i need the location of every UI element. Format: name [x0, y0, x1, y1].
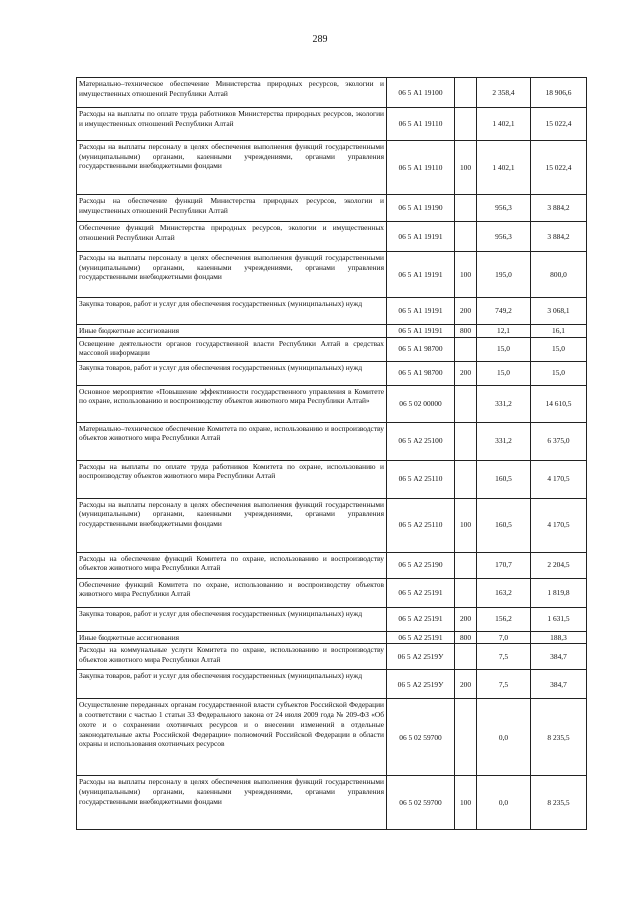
row-value-2: 18 906,6 [531, 78, 587, 108]
page-number: 289 [312, 34, 328, 45]
row-value-1: 331,2 [477, 422, 531, 460]
row-value-2: 15,0 [531, 361, 587, 385]
table-row [77, 361, 587, 385]
table-row [77, 699, 587, 776]
table-row [77, 631, 587, 644]
row-value-1: 156,2 [477, 607, 531, 631]
row-name: Материально–техническое обеспечение Министерства природных ресурсов, экологии и имущественных отношений Республики Алтай [77, 78, 387, 108]
row-value-1: 15,0 [477, 337, 531, 361]
row-value-2: 14 610,5 [531, 385, 587, 422]
row-value-2: 188,3 [531, 631, 587, 644]
row-value-2: 384,7 [531, 644, 587, 670]
row-value-1: 956,3 [477, 195, 531, 222]
row-vr: 100 [455, 498, 477, 552]
row-name: Расходы на обеспечение функций Комитета по охране, использованию и воспроизводству объектов животного мира Республики Алтай [77, 552, 387, 578]
table-row [77, 252, 587, 298]
row-vr [455, 78, 477, 108]
row-value-2: 3 884,2 [531, 222, 587, 252]
row-csr: 06 5 А2 25190 [387, 552, 455, 578]
row-name: Закупка товаров, работ и услуг для обеспечения государственных (муниципальных) нужд [77, 670, 387, 699]
table-row [77, 108, 587, 141]
row-csr: 06 5 А1 19110 [387, 108, 455, 141]
table-row [77, 644, 587, 670]
row-value-2: 800,0 [531, 252, 587, 298]
row-value-2: 15 022,4 [531, 108, 587, 141]
table-row [77, 385, 587, 422]
row-name: Закупка товаров, работ и услуг для обеспечения государственных (муниципальных) нужд [77, 607, 387, 631]
budget-table-body [77, 78, 587, 830]
table-row [77, 325, 587, 338]
row-value-1: 0,0 [477, 699, 531, 776]
row-vr: 200 [455, 607, 477, 631]
row-value-2: 4 170,5 [531, 460, 587, 498]
row-vr [455, 195, 477, 222]
row-csr: 06 5 А2 25100 [387, 422, 455, 460]
row-value-1: 160,5 [477, 460, 531, 498]
table-row [77, 776, 587, 830]
row-name: Расходы на обеспечение функций Министерства природных ресурсов, экологии и имущественных отношений Республики Алтай [77, 195, 387, 222]
table-row [77, 298, 587, 325]
table-row [77, 422, 587, 460]
row-csr: 06 5 А2 25191 [387, 578, 455, 607]
row-value-2: 1 819,8 [531, 578, 587, 607]
row-value-1: 195,0 [477, 252, 531, 298]
row-value-1: 1 402,1 [477, 108, 531, 141]
row-name: Закупка товаров, работ и услуг для обеспечения государственных (муниципальных) нужд [77, 298, 387, 325]
row-name: Расходы на выплаты персоналу в целях обеспечения выполнения функций государственными (муниципальными) органами, казенными учреждениями, органами управления государственными внебюджетными фондами [77, 776, 387, 830]
row-name: Расходы на выплаты по оплате труда работников Министерства природных ресурсов, экологии и имущественных отношений Республики Алтай [77, 108, 387, 141]
row-csr: 06 5 А2 2519У [387, 670, 455, 699]
row-value-2: 4 170,5 [531, 498, 587, 552]
row-value-2: 3 884,2 [531, 195, 587, 222]
row-value-1: 7,0 [477, 631, 531, 644]
table-row [77, 141, 587, 195]
row-name: Иные бюджетные ассигнования [77, 631, 387, 644]
row-vr [455, 337, 477, 361]
row-name: Закупка товаров, работ и услуг для обеспечения государственных (муниципальных) нужд [77, 361, 387, 385]
row-value-2: 6 375,0 [531, 422, 587, 460]
row-value-1: 170,7 [477, 552, 531, 578]
table-row [77, 578, 587, 607]
row-csr: 06 5 А2 25191 [387, 631, 455, 644]
row-value-1: 163,2 [477, 578, 531, 607]
row-name: Основное мероприятие «Повышение эффективности государственного управления в Комитете по охране, использованию и воспроизводству объектов животного мира Республики Алтай» [77, 385, 387, 422]
row-value-1: 0,0 [477, 776, 531, 830]
row-value-1: 749,2 [477, 298, 531, 325]
table-row [77, 195, 587, 222]
row-csr: 06 5 А1 19191 [387, 252, 455, 298]
row-value-2: 8 235,5 [531, 776, 587, 830]
row-vr: 200 [455, 670, 477, 699]
row-name: Расходы на выплаты персоналу в целях обеспечения выполнения функций государственными (муниципальными) органами, казенными учреждениями, органами управления государственными внебюджетными фондами [77, 141, 387, 195]
row-value-1: 160,5 [477, 498, 531, 552]
row-value-2: 15,0 [531, 337, 587, 361]
row-vr [455, 699, 477, 776]
row-value-2: 2 204,5 [531, 552, 587, 578]
budget-table [76, 77, 587, 830]
row-vr: 100 [455, 141, 477, 195]
table-row [77, 337, 587, 361]
row-csr: 06 5 А2 2519У [387, 644, 455, 670]
row-csr: 06 5 А1 19110 [387, 141, 455, 195]
table-row [77, 460, 587, 498]
row-vr [455, 460, 477, 498]
row-vr [455, 422, 477, 460]
row-vr: 800 [455, 325, 477, 338]
row-csr: 06 5 02 59700 [387, 699, 455, 776]
row-value-2: 16,1 [531, 325, 587, 338]
row-csr: 06 5 А1 98700 [387, 361, 455, 385]
row-vr: 100 [455, 776, 477, 830]
row-csr: 06 5 А1 19190 [387, 195, 455, 222]
row-vr: 200 [455, 361, 477, 385]
row-value-1: 12,1 [477, 325, 531, 338]
row-value-1: 7,5 [477, 644, 531, 670]
row-value-1: 331,2 [477, 385, 531, 422]
row-vr [455, 552, 477, 578]
row-vr: 800 [455, 631, 477, 644]
row-csr: 06 5 А2 25191 [387, 607, 455, 631]
table-row [77, 78, 587, 108]
table-row [77, 498, 587, 552]
row-value-1: 956,3 [477, 222, 531, 252]
row-value-2: 384,7 [531, 670, 587, 699]
row-csr: 06 5 А1 19191 [387, 222, 455, 252]
row-name: Расходы на выплаты персоналу в целях обеспечения выполнения функций государственными (муниципальными) органами, казенными учреждениями, органами управления государственными внебюджетными фондами [77, 252, 387, 298]
row-vr [455, 385, 477, 422]
row-value-1: 15,0 [477, 361, 531, 385]
row-value-2: 15 022,4 [531, 141, 587, 195]
table-row [77, 552, 587, 578]
row-name: Иные бюджетные ассигнования [77, 325, 387, 338]
row-csr: 06 5 А1 19100 [387, 78, 455, 108]
row-value-1: 2 358,4 [477, 78, 531, 108]
table-row [77, 607, 587, 631]
table-row [77, 670, 587, 699]
row-value-2: 8 235,5 [531, 699, 587, 776]
row-vr: 200 [455, 298, 477, 325]
row-csr: 06 5 А2 25110 [387, 460, 455, 498]
row-csr: 06 5 А1 19191 [387, 325, 455, 338]
table-row [77, 222, 587, 252]
row-name: Осуществление переданных органам государственной власти субъектов Российской Федерации в соответствии с частью 1 статьи 33 Федерального закона от 24 июля 2009 года № 209-ФЗ «Об охоте и о сохранении охотничьих ресурсов и о внесении изменений в отдельные законодательные акты Российской Федерации» полномочий Российской Федерации в области охраны и использования охотничьих ресурсов [77, 699, 387, 776]
row-csr: 06 5 А1 19191 [387, 298, 455, 325]
row-csr: 06 5 02 59700 [387, 776, 455, 830]
row-name: Расходы на выплаты по оплате труда работников Комитета по охране, использованию и воспроизводству объектов животного мира Республики Алтай [77, 460, 387, 498]
row-name: Расходы на выплаты персоналу в целях обеспечения выполнения функций государственными (муниципальными) органами, казенными учреждениями, органами управления государственными внебюджетными фондами [77, 498, 387, 552]
row-vr [455, 644, 477, 670]
row-csr: 06 5 А2 25110 [387, 498, 455, 552]
row-name: Материально–техническое обеспечение Комитета по охране, использованию и воспроизводству объектов животного мира Республики Алтай [77, 422, 387, 460]
row-vr [455, 108, 477, 141]
row-csr: 06 5 02 00000 [387, 385, 455, 422]
row-vr: 100 [455, 252, 477, 298]
row-value-1: 7,5 [477, 670, 531, 699]
row-value-2: 1 631,5 [531, 607, 587, 631]
row-vr [455, 222, 477, 252]
row-value-2: 3 068,1 [531, 298, 587, 325]
row-name: Обеспечение функций Министерства природных ресурсов, экологии и имущественных отношений Республики Алтай [77, 222, 387, 252]
row-name: Освещение деятельности органов государственной власти Республики Алтай в средствах массовой информации [77, 337, 387, 361]
row-value-1: 1 402,1 [477, 141, 531, 195]
row-vr [455, 578, 477, 607]
row-name: Расходы на коммунальные услуги Комитета по охране, использованию и воспроизводству объектов животного мира Республики Алтай [77, 644, 387, 670]
row-csr: 06 5 А1 98700 [387, 337, 455, 361]
row-name: Обеспечение функций Комитета по охране, использованию и воспроизводству объектов животного мира Республики Алтай [77, 578, 387, 607]
